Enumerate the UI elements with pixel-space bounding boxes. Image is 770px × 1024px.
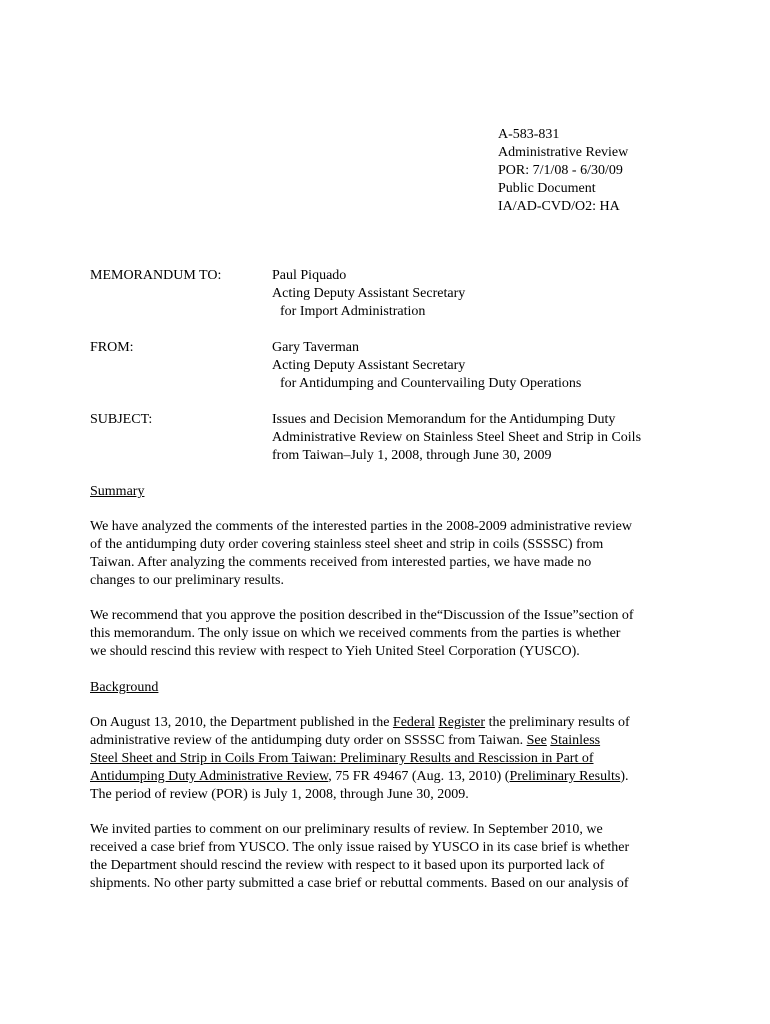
- text-run: the preliminary results of: [485, 715, 630, 730]
- recipient-name: Paul Piquado: [272, 268, 347, 283]
- recipient-office: for Import Administration: [280, 304, 426, 319]
- background-paragraph-1: [90, 714, 690, 804]
- sender-title: Acting Deputy Assistant Secretary: [272, 358, 466, 373]
- case-title-citation: Stainless: [550, 733, 601, 748]
- summary-paragraph-1: [90, 518, 690, 590]
- summary-heading: Summary: [90, 484, 145, 499]
- case-number: A-583-831: [498, 127, 560, 142]
- paragraph-line: shipments. No other party submitted a case brief or rebuttal comments. Based on our analysis of: [90, 876, 629, 891]
- paragraph-line: We invited parties to comment on our preliminary results of review. In September 2010, we: [90, 822, 603, 837]
- sender-name: Gary Taverman: [272, 340, 360, 355]
- review-type: Administrative Review: [498, 145, 629, 160]
- summary-paragraph-2: [90, 607, 690, 661]
- federal-register-citation-2: Register: [438, 715, 486, 730]
- subject-line-3: from Taiwan–July 1, 2008, through June 30, 2009: [272, 448, 552, 463]
- paragraph-line: [90, 714, 690, 732]
- paragraph-line: received a case brief from YUSCO. The only issue raised by YUSCO in its case brief is whether: [90, 840, 630, 855]
- office-code: IA/AD-CVD/O2: HA: [498, 199, 620, 214]
- paragraph-line: Taiwan. After analyzing the comments received from interested parties, we have made no: [90, 555, 592, 570]
- paragraph-line: We have analyzed the comments of the interested parties in the 2008-2009 administrative review: [90, 519, 632, 534]
- paragraph-line: We recommend that you approve the position described in the“Discussion of the Issue”section of: [90, 608, 634, 623]
- paragraph-line: the Department should rescind the review with respect to it based upon its purported lack of: [90, 858, 605, 873]
- period-of-review: POR: 7/1/08 - 6/30/09: [498, 163, 623, 178]
- paragraph-line: of the antidumping duty order covering stainless steel sheet and strip in coils (SSSSC) from: [90, 537, 604, 552]
- paragraph-line: [90, 732, 690, 750]
- preliminary-results-short-cite: Preliminary Results: [509, 769, 621, 784]
- federal-register-citation: Federal: [392, 715, 435, 730]
- memo-subject-label: SUBJECT:: [90, 412, 153, 427]
- paragraph-line: this memorandum. The only issue on which we received comments from the parties is whether: [90, 626, 621, 641]
- memo-to-label: MEMORANDUM TO:: [90, 268, 222, 283]
- text-run: On August 13, 2010, the Department published in the: [90, 715, 393, 730]
- background-paragraph-2: [90, 821, 690, 893]
- memo-to-recipient: [272, 267, 712, 321]
- subject-line-2: Administrative Review on Stainless Steel Sheet and Strip in Coils: [272, 430, 642, 445]
- paragraph-line: changes to our preliminary results.: [90, 573, 285, 588]
- paragraph-line: [90, 768, 690, 786]
- memo-from-sender: [272, 339, 712, 393]
- memo-subject-text: [272, 411, 712, 465]
- recipient-title: Acting Deputy Assistant Secretary: [272, 286, 466, 301]
- sender-office: for Antidumping and Countervailing Duty Operations: [280, 376, 582, 391]
- text-run: administrative review of the antidumping duty order on SSSSC from Taiwan.: [90, 733, 527, 748]
- paragraph-line: The period of review (POR) is July 1, 2008, through June 30, 2009.: [90, 787, 469, 802]
- background-heading: Background: [90, 680, 159, 695]
- text-run: ).: [620, 769, 629, 784]
- case-title-citation-end: Antidumping Duty Administrative Review: [90, 769, 329, 784]
- paragraph-line: we should rescind this review with respect to Yieh United Steel Corporation (YUSCO).: [90, 644, 580, 659]
- case-title-citation-line: Steel Sheet and Strip in Coils From Taiwan: Preliminary Results and Rescission in Part of: [90, 751, 594, 766]
- document-classification: Public Document: [498, 181, 596, 196]
- case-reference-block: [498, 126, 738, 216]
- text-run: , 75 FR 49467 (Aug. 13, 2010) (: [328, 769, 510, 784]
- see-signal: See: [526, 733, 547, 748]
- memo-from-label: FROM:: [90, 340, 134, 355]
- subject-line-1: Issues and Decision Memorandum for the Antidumping Duty: [272, 412, 616, 427]
